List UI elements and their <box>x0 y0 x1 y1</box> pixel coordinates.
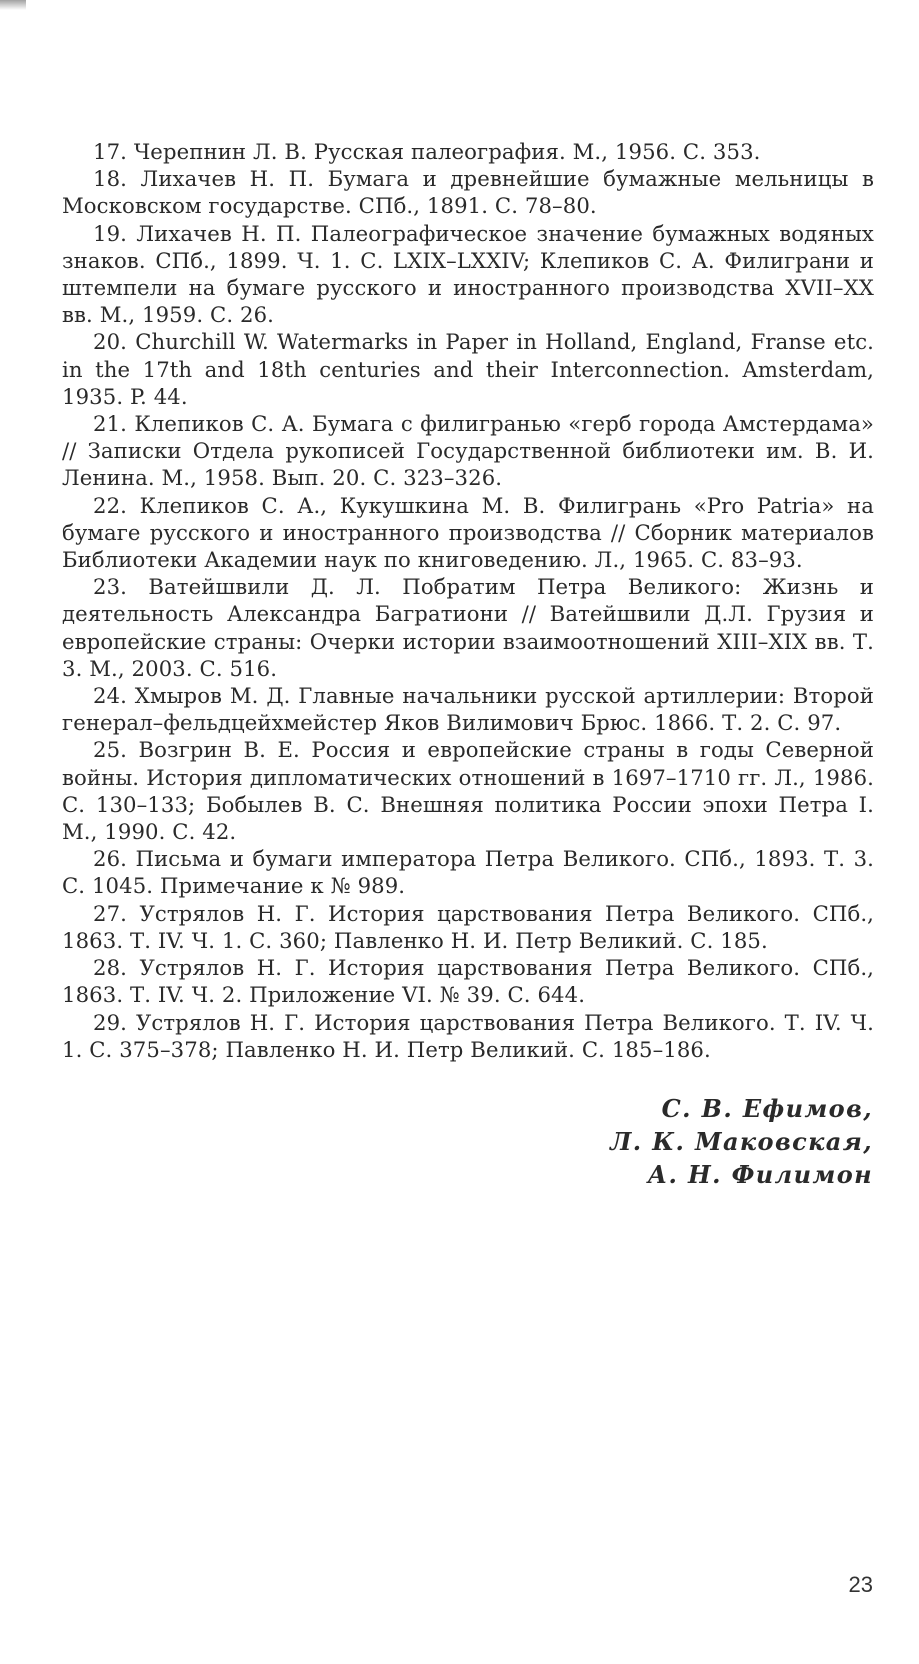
endnote-item: 22. Клепиков С. А., Кукушкина М. В. Филигрань «Pro Patria» на бумаге русского и иностранного производства // Сборник материалов Библиотеки Академии наук по книговедению. Л., 1965. С. 83–93. <box>62 492 874 573</box>
endnote-item: 17. Черепнин Л. В. Русская палеография. М., 1956. С. 353. <box>93 139 761 164</box>
endnote-item: 24. Хмыров М. Д. Главные начальники русской артиллерии: Второй генерал–фельдцейхмейстер Яков Вилимович Брюс. 1866. Т. 2. С. 97. <box>62 683 874 736</box>
endnote-item: 26. Письма и бумаги императора Петра Великого. СПб., 1893. Т. 3. С. 1045. Примечание к № 989. <box>62 846 874 899</box>
endnote-item: 28. Устрялов Н. Г. История царствования Петра Великого. СПб., 1863. Т. IV. Ч. 2. Приложение VI. № 39. С. 644. <box>62 955 874 1008</box>
endnote-item: 27. Устрялов Н. Г. История царствования Петра Великого. СПб., 1863. Т. IV. Ч. 1. С. 360; Павленко Н. И. Петр Великий. С. 185. <box>62 900 874 953</box>
author-name: С. В. Ефимов, <box>661 1094 873 1123</box>
page-number: 23 <box>848 1572 873 1597</box>
endnote-item: 19. Лихачев Н. П. Палеографическое значение бумажных водяных знаков. СПб., 1899. Ч. 1. С. LXIX–LXXIV; Клепиков С. А. Филиграни и штемпели на бумаге русского и иностранного производства XVII–XX вв. М., 1959. С. 26. <box>62 220 874 328</box>
author-name: Л. К. Маковская, <box>610 1127 873 1156</box>
endnote-item: 29. Устрялов Н. Г. История царствования Петра Великого. Т. IV. Ч. 1. С. 375–378; Павленко Н. И. Петр Великий. С. 185–186. <box>62 1009 874 1062</box>
author-name: А. Н. Филимон <box>647 1160 873 1189</box>
scan-corner-mark <box>0 0 26 10</box>
endnote-item: 23. Ватейшвили Д. Л. Побратим Петра Великого: Жизнь и деятельность Александра Багратиони // Ватейшвили Д.Л. Грузия и европейские страны: Очерки истории взаимоотношений XIII–XIX вв. Т. 3. М., 2003. С. 516. <box>62 574 874 681</box>
endnote-item: 20. Churchill W. Watermarks in Paper in Holland, England, Franse etc. in the 17th and 18th centuries and their Interconnection. Amsterdam, 1935. P. 44. <box>62 329 874 409</box>
endnote-item: 25. Возгрин В. Е. Россия и европейские страны в годы Северной войны. История дипломатических отношений в 1697–1710 гг. Л., 1986. С. 130–133; Бобылев В. С. Внешняя политика России эпохи Петра I. М., 1990. С. 42. <box>62 737 874 845</box>
endnote-item: 18. Лихачев Н. П. Бумага и древнейшие бумажные мельницы в Московском государстве. СПб., 1891. С. 78–80. <box>62 166 874 219</box>
author-signature-block <box>610 1092 873 1191</box>
endnotes-list <box>62 138 874 1063</box>
endnote-item: 21. Клепиков С. А. Бумага с филигранью «герб города Амстердама» // Записки Отдела рукописей Государственной библиотеки им. В. И. Ленина. М., 1958. Вып. 20. С. 323–326. <box>62 411 874 491</box>
